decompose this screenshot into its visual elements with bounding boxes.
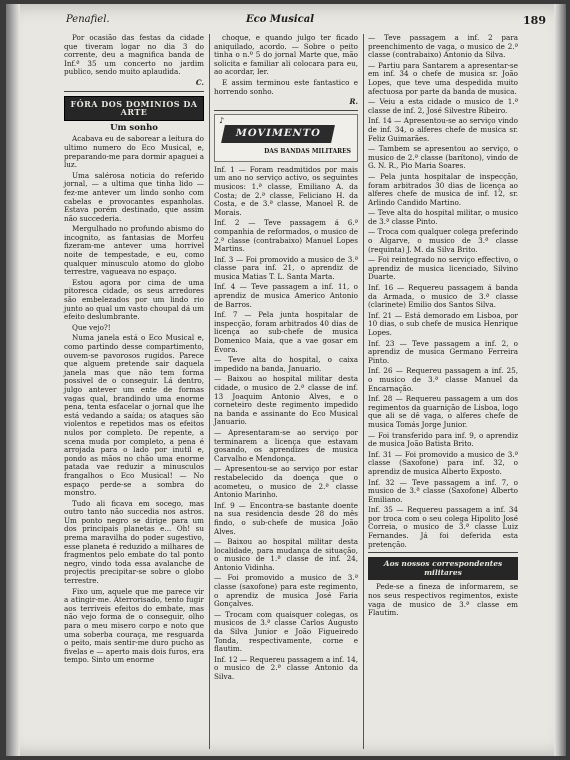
movement-entry: — Baixou ao hospital militar desta cidade, o musico de 2.ª classe de inf. 13 Joaquim Antonio Alves, e o corneteiro deste regimento impedido na banda e assinante do Eco Musical Januario. xyxy=(214,374,358,427)
movement-entry: — Teve alta do hospital, o caixa impedido na banda, Januario. xyxy=(214,355,358,373)
section-masthead xyxy=(214,114,358,162)
masthead-subtitle: DAS BANDAS MILITARES xyxy=(264,148,351,156)
header-left: Penafiel. xyxy=(66,14,110,25)
movement-entry: — Trocam com quaisquer colegas, os musicos de 3.ª classe Carlos Augusto da Silva Junior e João Figueiredo Tonda, respectivamente, corne e flautim. xyxy=(214,609,358,654)
movement-entry: — Apresentaram-se ao serviço por terminarem a licença que estavam gosando, os aprendizes de musica Carvalho e Mendonça. xyxy=(214,427,358,463)
article-paragraph: Uma salérosa noticia do referido jornal, — a ultima que tinha lido — fez-me antever um lindo sonho com cabelas e provocantes espanholas. Estava porém destinado, que assim não succederia. xyxy=(64,170,204,223)
movement-entry: — Pela junta hospitalar de inspecção, foram arbitrados 30 dias de licença ao alferes chefe de musica de inf. 12, sr. Arlindo Candido Martino. xyxy=(368,171,518,207)
article-paragraph: choque, e quando julgo ter ficado aniquilado, acordo. — Sobre o peito tinha o n.º 5 do jornal Marte que, mão solicita e familiar ali colocara para eu, ao acordar, ler. xyxy=(214,33,358,77)
intro-signature: C. xyxy=(195,77,204,87)
divider xyxy=(64,91,204,92)
article-paragraph: Fixo um, aquele que me parece vir a atingir-me. Aterrorisado, tento fugir aos terriveis efeitos do embate, mas não vejo forma de o conseguir, olho para o meu misero corpo e noto que uma soberba couraça, me resguarda o peito, mais sentir-me duro pucho as fivelas e — aperto mais dois furos, era tempo. Sinto um enorme xyxy=(64,586,204,665)
column-3 xyxy=(368,34,518,620)
article-paragraph: Mergulhado no profundo abismo do incognito, as fantasias de Morfeu fizeram-me antever uma horrivel noite de tempestade, e eu, como qualquer minusculo atomo do globo terrestre, vagueava no espaço. xyxy=(64,224,204,277)
newspaper-page xyxy=(6,4,566,756)
movement-entry: Inf. 28 — Requereu passagem a um dos regimentos da guarnição de Lisboa, logo que ali se dê vaga, o alferes chefe de musica Tomás Jorge Junior. xyxy=(368,394,518,429)
header-title: Eco Musical xyxy=(246,14,314,25)
movement-entry: Inf. 21 — Está demorado em Lisboa, por 10 dias, o sub chefe de musica Henrique Lopes. xyxy=(368,310,518,337)
article-signature: R. xyxy=(349,97,358,107)
page-number: 189 xyxy=(523,14,546,27)
movement-entry: Inf. 23 — Teve passagem a inf. 2, o aprendiz de musica Germano Ferreira Pinto. xyxy=(368,338,518,365)
binding-gutter-left xyxy=(6,4,20,756)
movement-entry: — Foi reintegrado no serviço effectivo, o aprendiz de musica licenciado, Silvino Duarte. xyxy=(368,255,518,282)
music-note-icon: ♪ xyxy=(219,115,225,125)
movement-entry: — Tambem se apresentou ao serviço, o musico de 2.ª classe (barítono), vindo de G. N. R., Pio Maria Soares. xyxy=(368,144,518,171)
movement-entry: Inf. 4 — Teve passagem a inf. 11, o aprendiz de musica Americo Antonio de Barros. xyxy=(214,282,358,309)
movement-entry: — Foi transferido para inf. 9, o aprendiz de musica João Batista Brito. xyxy=(368,430,518,449)
movement-entry: Inf. 31 — Foi promovido a musico de 3.ª classe (Saxofone) para inf. 32, o aprendiz de musica Alberto Exposto. xyxy=(368,449,518,476)
article-paragraph: Que vejo?! xyxy=(72,322,111,332)
movement-entry: Inf. 35 — Requereu passagem a inf. 34 por troca com o seu colega Hipolito José Correia, o musico de 3.ª classe Luiz Fernandes. Já foi deferida esta pretenção. xyxy=(368,505,518,549)
movement-entry: — Partiu para Santarem a apresentar-se em inf. 34 o chefe de musica sr. João Lopes, que teve uma despedida muito afectuosa por parte da banda de musica. xyxy=(368,60,518,96)
movement-entry: — Baixou ao hospital militar desta localidade, para mudança de situação, o musico de 1.ª classe de inf. 24, Antonio Vidinha. xyxy=(214,537,358,572)
article-continuation xyxy=(214,34,358,96)
movement-entry: Inf. 3 — Foi promovido a musico de 3.ª classe para inf. 21, o aprendiz de musica Matias T. L. Santa Marta. xyxy=(214,254,358,281)
column-2 xyxy=(214,34,358,684)
movement-entry: Inf. 7 — Pela junta hospitalar de inspecção, foram arbitrados 40 dias de licença ao sub-chefe de musica Domenico Maia, que a vae gosar em Evora. xyxy=(214,310,358,354)
column-1 xyxy=(64,34,204,667)
article-paragraph: Tudo ali ficava em socego, mas outro tanto não succedia nos astros. Um ponto negro se dirige para um dos principais planetas e... Oh! su prema maravilha do poder sugestivo, esse planeta é reduzido a milhares de fragmentos pelo embate do tal ponto negro, vindo toda essa avalanche de projectis precipitar-se sobre o globo terrestre. xyxy=(64,498,204,586)
article-paragraph: Estou agora por cima de uma pitoresca cidade, os seus arredores são embelezados por um lindo rio junto ao qual um vasto choupal dá um efeito deslumbrante. xyxy=(64,277,204,322)
movement-entry: — Foi promovido a musico de 3.ª classe (saxofone) para este regimento, o aprendiz de musica José Faria Gonçalves. xyxy=(214,573,358,609)
column-divider xyxy=(363,34,364,749)
movement-list xyxy=(368,34,518,549)
movement-entry: — Veiu a esta cidade o musico de 1.ª classe de inf. 2, José Silvestre Ribeiro. xyxy=(368,97,518,115)
movement-entry: Inf. 12 — Requereu passagem a inf. 14, o musico de 2.ª classe Antonio da Silva. xyxy=(214,654,358,681)
article-paragraph: E assim terminou este fantastico e horrendo sonho. xyxy=(214,77,358,96)
article-title: Um sonho xyxy=(110,122,158,133)
intro-paragraph: Por ocasião das festas da cidade que tiveram logar no dia 3 do corrente, deu a magnifica banda de Inf.ª 35 um concerto no jardim publico, sendo muito aplaudida. xyxy=(64,33,204,77)
movement-entry: Inf. 2 — Teve passagem á 6.ª companhia de reformados, o musico de 2.ª classe (contrabaixo) Manuel Lopes Martins. xyxy=(214,218,358,254)
movement-entry: Inf. 9 — Encontra-se bastante doente na sua residencia desde 28 do mês findo, o sub-chefe de musica João Alves. xyxy=(214,500,358,536)
binding-gutter-right xyxy=(554,4,566,756)
notice-banner: Aos nossos correspondentes militares xyxy=(368,557,518,580)
movement-entry: — Troca com qualquer colega preferindo o Algarve, o musico de 3.ª classe (requinta) J. M. da Silva Brito. xyxy=(368,227,518,254)
movement-entry: Inf. 16 — Requereu passagem á banda da Armada, o musico de 3.ª classe (clarinete) Emilio dos Santos Silva. xyxy=(368,283,518,310)
notice-paragraph: Pede-se a fineza de informarem, se nos seus respectivos regimentos, existe vaga de musico de 3.ª classe em Flautim. xyxy=(368,582,518,618)
movement-entry: Inf. 14 — Apresentou-se ao serviço vindo de inf. 34, o alferes chefe de musica sr. Feliz Guimarães. xyxy=(368,116,518,143)
movement-entry: — Teve alta do hospital militar, o musico de 3.ª classe Pinto. xyxy=(368,208,518,226)
movement-entry: — Teve passagem a inf. 2 para preenchimento de vaga, o musico de 2.ª classe (contrabaixo) Antonio da Silva. xyxy=(368,33,518,60)
section-banner: FÓRA DOS DOMINIOS DA ARTE xyxy=(64,96,204,121)
movement-entry: — Apresentou-se ao serviço por estar restabelecido da doença que o acometeu, o musico de 2.ª classe Antonio Marinho. xyxy=(214,464,358,500)
masthead-title: MOVIMENTO xyxy=(221,125,335,143)
movement-entry: Inf. 26 — Requereu passagem a inf. 25, o musico de 3.ª classe Manuel da Encarnação. xyxy=(368,366,518,393)
movement-entry: Inf. 1 — Foram readmitidos por mais um ano no serviço activo, os seguintes musicos: 1.ª classe, Emiliano A. da Costa; de 2.ª classe, Feliciano H. da Costa, e de 3.ª classe, Manoel R. de Morais. xyxy=(214,164,358,217)
column-divider xyxy=(209,34,210,749)
article-paragraph: Numa janela está o Eco Musical e, como partindo desse compartimento, ouvem-se pavorosos rugidos. Parece que alguem pretende sair daquela janela mas que não tem forma possivel de o conseguir. Lá dentro, julgo antever um ente de formas vagas qual, brandindo uma enorme pena, tenta esfacelar o jornal que lhe está vedando a saída; os ataques são violentos e repetidos mas os efeitos nulos por completo. De repente, a scena muda por completo, a pena é arrojada para o lado por inutil e, pondo as mãos no chão uma enorme patada vae reduzir a minusculos frangalhos o Eco Musical! — No espaço perde-se a sombra do monstro. xyxy=(64,333,204,498)
divider xyxy=(368,552,518,553)
article-body xyxy=(64,135,204,665)
divider xyxy=(214,110,358,111)
movement-entry: Inf. 32 — Teve passagem a inf. 7, o musico de 3.ª classe (Saxofone) Alberto Emiliano. xyxy=(368,477,518,504)
movement-list xyxy=(214,166,358,682)
article-paragraph: Acabava eu de saborear a leitura do ultimo numero do Eco Musical, e, preparando-me para dormir apaguei a luz. xyxy=(64,134,204,170)
